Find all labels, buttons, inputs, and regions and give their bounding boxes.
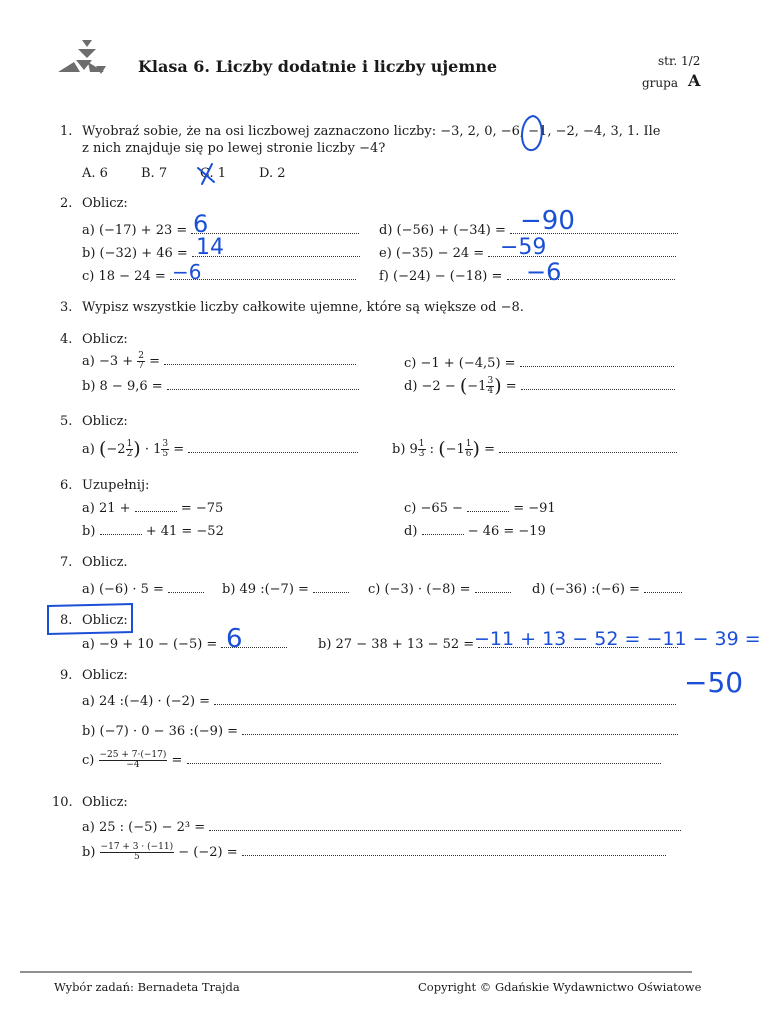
task-9a: a) 24 :(−4) · (−2) =: [82, 693, 676, 709]
task-6c: c) −65 − = −91: [404, 501, 556, 516]
task-10b-answer-field[interactable]: [242, 844, 666, 856]
task-3-text: Wypisz wszystkie liczby całkowite ujemne, które są większe od −8.: [82, 300, 524, 315]
task-4b-answer-field[interactable]: [167, 378, 359, 390]
task-2f-expr: f) (−24) − (−18) =: [379, 269, 503, 284]
task-2d-expr: d) (−56) + (−34) =: [379, 223, 506, 238]
page-number: str. 1/2: [658, 54, 701, 68]
task-4-heading: Oblicz:: [82, 332, 128, 347]
task-2a-answer-field[interactable]: [191, 222, 359, 234]
task-2-heading: Oblicz:: [82, 196, 128, 211]
task-6d: d) − 46 = −19: [404, 524, 546, 539]
page-title: Klasa 6. Liczby dodatnie i liczby ujemne: [138, 57, 498, 76]
task-10a-answer-field[interactable]: [209, 819, 681, 831]
task-4d-answer-field[interactable]: [521, 378, 675, 390]
handwritten-answer-2d: −90: [520, 206, 575, 236]
task-8-number: 8.: [60, 613, 73, 628]
task-7c: c) (−3) · (−8) =: [368, 581, 511, 597]
task-4a-fraction: $\frac{2}{7}$: [138, 351, 145, 371]
task-3-number: 3.: [60, 300, 73, 315]
task-7a: a) (−6) · 5 =: [82, 581, 204, 597]
task-2b-expr: b) (−32) + 46 =: [82, 246, 188, 261]
task-7-heading: Oblicz.: [82, 555, 128, 570]
task-7b: b) 49 :(−7) =: [222, 581, 349, 597]
task-4a: a) −3 + $\frac{2}{7}$ =: [82, 352, 356, 371]
task-5a: a) (−2 $\frac{1}{2}$ ) · 1 $\frac{3}{5}$ =: [82, 438, 358, 460]
task-9c-fraction: $\frac{-25 + 7\cdot(-17)}{-4}$: [99, 750, 167, 770]
task-2e-expr: e) (−35) − 24 =: [379, 246, 485, 261]
task-1-option-b[interactable]: B. 7: [141, 166, 168, 181]
task-5a-answer-field[interactable]: [188, 441, 358, 453]
task-4d: d) −2 − (−1 $\frac{3}{4}$ ) =: [404, 375, 675, 397]
task-9c-answer-field[interactable]: [187, 752, 661, 764]
task-5-heading: Oblicz:: [82, 414, 128, 429]
handwritten-answer-2c: −6: [172, 260, 202, 284]
task-2c: [82, 268, 356, 284]
task-6d-blank[interactable]: [422, 523, 464, 535]
task-6a: a) 21 + = −75: [82, 501, 224, 516]
task-1-option-a[interactable]: A. 6: [82, 166, 108, 181]
task-9c: c) $\frac{-25 + 7\cdot(-17)}{-4}$ =: [82, 751, 661, 770]
task-6b: b) + 41 = −52: [82, 524, 224, 539]
task-10b: b) $\frac{-17 + 3 \cdot (-11)}{5}$ − (−2) =: [82, 843, 666, 862]
task-1-number: 1.: [60, 124, 73, 139]
task-9b: b) (−7) · 0 − 36 :(−9) =: [82, 723, 678, 739]
task-4d-expr: d) −2 −: [404, 379, 456, 394]
handwritten-answer-2b: 14: [196, 235, 224, 260]
task-1-option-c[interactable]: C. 1: [200, 166, 227, 181]
task-7c-answer-field[interactable]: [475, 581, 511, 593]
task-5b-fraction-2: $\frac{1}{6}$: [465, 439, 472, 459]
task-1-option-d[interactable]: D. 2: [259, 166, 286, 181]
task-4c: [404, 355, 674, 371]
handwritten-answer-8b: −11 + 13 − 52 = −11 − 39 =: [474, 628, 761, 650]
task-10-heading: Oblicz:: [82, 795, 128, 810]
handwritten-answer-2a: 6: [193, 210, 209, 238]
task-4a-answer-field[interactable]: [164, 353, 356, 365]
task-7d-answer-field[interactable]: [644, 581, 682, 593]
handwritten-answer-8a: 6: [226, 624, 243, 654]
task-2-number: 2.: [60, 196, 73, 211]
task-6-number: 6.: [60, 478, 73, 493]
task-6a-blank[interactable]: [135, 500, 177, 512]
task-8a: a) −9 + 10 − (−5) =: [82, 636, 287, 652]
task-8-heading: Oblicz:: [82, 613, 128, 628]
task-10a: a) 25 : (−5) − 2³ =: [82, 819, 681, 835]
group-value: A: [688, 71, 701, 90]
task-7-number: 7.: [60, 555, 73, 570]
task-1-text-2: z nich znajduje się po lewej stronie liczby −4?: [82, 141, 386, 156]
task-10-number: 10.: [52, 795, 73, 810]
task-9-number: 9.: [60, 668, 73, 683]
task-1-text: Wyobraź sobie, że na osi liczbowej zaznaczono liczby: −3, 2, 0, −6, −1, −2, −4, 3, 1. Ile: [82, 124, 661, 139]
task-10b-fraction: $\frac{-17 + 3 \cdot (-11)}{5}$: [100, 842, 174, 862]
task-7b-answer-field[interactable]: [313, 581, 349, 593]
task-4-number: 4.: [60, 332, 73, 347]
task-4c-answer-field[interactable]: [520, 355, 674, 367]
task-4d-fraction: $\frac{3}{4}$: [487, 376, 494, 396]
task-4b-expr: b) 8 − 9,6 =: [82, 379, 163, 394]
task-9b-answer-field[interactable]: [242, 723, 678, 735]
task-7d: d) (−36) :(−6) =: [532, 581, 682, 597]
footer-author: Wybór zadań: Bernadeta Trajda: [54, 980, 240, 994]
task-4b: [82, 378, 359, 394]
task-5b: b) 9 $\frac{1}{3}$ : (−1 $\frac{1}{6}$ ) =: [392, 438, 677, 460]
task-9a-answer-field[interactable]: [214, 693, 676, 705]
task-7a-answer-field[interactable]: [168, 581, 204, 593]
task-2a-expr: a) (−17) + 23 =: [82, 223, 188, 238]
footer-copyright: Copyright © Gdańskie Wydawnictwo Oświatowe: [418, 980, 702, 994]
task-5b-fraction-1: $\frac{1}{3}$: [418, 439, 425, 459]
task-5-number: 5.: [60, 414, 73, 429]
task-4a-expr: a) −3 +: [82, 354, 134, 369]
group-label: grupa: [642, 76, 678, 90]
task-6-heading: Uzupełnij:: [82, 478, 150, 493]
handwritten-answer-8b-result: −50: [684, 666, 744, 699]
task-4c-expr: c) −1 + (−4,5) =: [404, 356, 516, 371]
task-8b: b) 27 − 38 + 13 − 52 =: [318, 636, 678, 652]
task-9-heading: Oblicz:: [82, 668, 128, 683]
task-5a-fraction-2: $\frac{3}{5}$: [162, 439, 169, 459]
task-5b-answer-field[interactable]: [499, 441, 677, 453]
handwritten-answer-2e: −59: [500, 235, 547, 260]
task-6c-blank[interactable]: [467, 500, 509, 512]
task-6b-blank[interactable]: [100, 523, 142, 535]
task-5a-fraction-1: $\frac{1}{2}$: [126, 439, 133, 459]
handwritten-answer-2f: −6: [526, 258, 562, 286]
task-2c-expr: c) 18 − 24 =: [82, 269, 166, 284]
